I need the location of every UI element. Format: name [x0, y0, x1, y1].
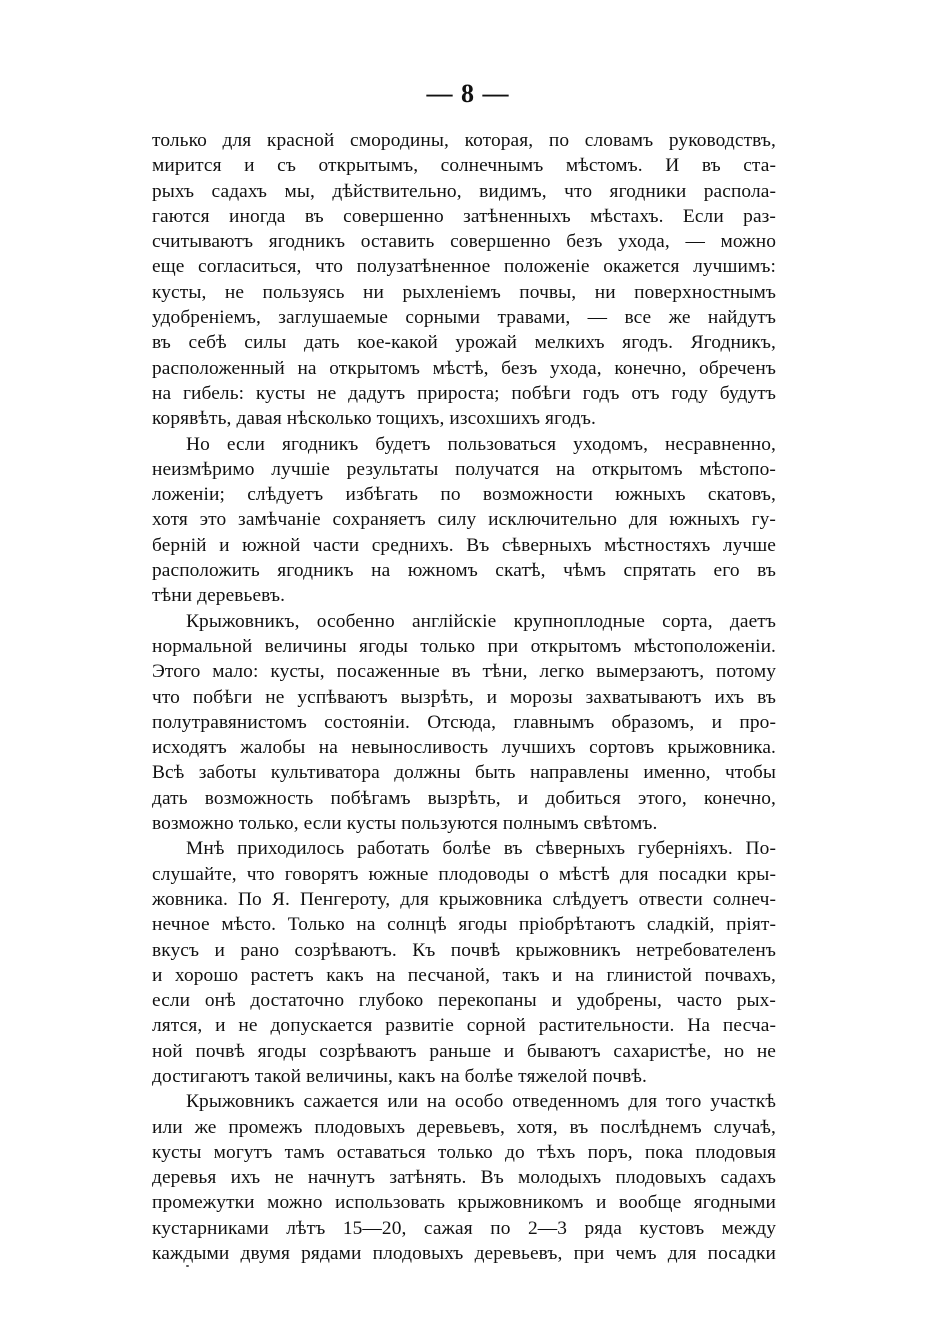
- paragraph-4: [152, 836, 776, 1089]
- text-line: ложеніи; слѣдуетъ избѣгать по возможности южныхъ скатовъ,: [152, 484, 776, 506]
- text-line: и хорошо растетъ какъ на песчаной, такъ и на глинистой почвахъ,: [152, 964, 776, 986]
- text-line: въ себѣ силы дать кое-какой урожай мелкихъ ягодъ. Ягодникъ,: [152, 332, 776, 354]
- text-line: нечное мѣсто. Только на солнцѣ ягоды пріобрѣтаютъ сладкій, пріят-: [152, 914, 776, 936]
- text-line: Крыжовникъ сажается или на особо отведенномъ для того участкѣ: [186, 1091, 776, 1113]
- body-text: [152, 128, 776, 1266]
- text-line: исходятъ жалобы на невыносливость лучшихъ сортовъ крыжовника.: [152, 737, 776, 759]
- text-line: удобреніемъ, заглушаемые сорными травами, — все же найдутъ: [152, 307, 776, 329]
- text-line: достигаютъ такой величины, какъ на болѣе тяжелой почвѣ.: [152, 1065, 647, 1087]
- text-line: гаются иногда въ совершенно затѣненныхъ мѣстахъ. Если раз-: [152, 205, 776, 227]
- print-speck: [186, 1265, 189, 1267]
- text-line: вкусъ и рано созрѣваютъ. Къ почвѣ крыжовникъ нетребователенъ: [152, 939, 776, 961]
- text-line: Но если ягодникъ будетъ пользоваться уходомъ, несравненно,: [186, 433, 776, 455]
- text-line: лятся, и не допускается развитіе сорной растительности. На песча-: [152, 1015, 776, 1037]
- text-line: корявѣть, давая нѣсколько тощихъ, изсохшихъ ягодъ.: [152, 408, 596, 430]
- paragraph-1: [152, 128, 776, 432]
- text-line: деревья ихъ не начнутъ затѣнять. Въ молодыхъ плодовыхъ садахъ: [152, 1167, 776, 1189]
- page-number: — 8 —: [426, 79, 510, 108]
- text-line: Всѣ заботы культиватора должны быть направлены именно, чтобы: [152, 762, 776, 784]
- text-line: Этого мало: кусты, посаженные въ тѣни, легко вымерзаютъ, потому: [152, 661, 776, 683]
- text-line: жовника. По Я. Пенгероту, для крыжовника слѣдуетъ отвести солнеч-: [152, 888, 776, 910]
- text-line: промежутки можно использовать крыжовникомъ и вообще ягодными: [152, 1192, 776, 1214]
- text-line: расположенный на открытомъ мѣстѣ, безъ ухода, конечно, обреченъ: [152, 357, 776, 379]
- text-line: дать возможность побѣгамъ вызрѣть, и добиться этого, конечно,: [152, 787, 776, 809]
- text-line: кусты могутъ тамъ оставаться только до тѣхъ поръ, пока плодовыя: [152, 1141, 776, 1163]
- text-line: неизмѣримо лучшіе результаты получатся на открытомъ мѣстопо-: [152, 458, 776, 480]
- text-line: Крыжовникъ, особенно англійскіе крупноплодные сорта, даетъ: [186, 610, 776, 632]
- text-line: нормальной величины ягоды только при открытомъ мѣстоположеніи.: [152, 635, 776, 657]
- paragraph-2: [152, 432, 776, 609]
- paragraph-3: [152, 609, 776, 837]
- text-line: если онѣ достаточно глубоко перекопаны и удобрены, часто рых-: [152, 990, 776, 1012]
- text-line: хотя это замѣчаніе сохраняетъ силу исключительно для южныхъ гу-: [152, 509, 776, 531]
- text-line: считываютъ ягодникъ оставить совершенно безъ ухода, — можно: [152, 231, 776, 253]
- text-line: берній и южной части среднихъ. Въ сѣверныхъ мѣстностяхъ лучше: [152, 534, 776, 556]
- text-line: кустарниками лѣтъ 15—20, сажая по 2—3 ряда кустовъ между: [152, 1217, 776, 1239]
- text-line: только для красной смородины, которая, по словамъ руководствъ,: [152, 130, 776, 151]
- text-line: кусты, не пользуясь ни рыхленіемъ почвы, ни поверхностнымъ: [152, 281, 776, 303]
- text-line: тѣни деревьевъ.: [152, 585, 286, 607]
- text-line: или же промежъ плодовыхъ деревьевъ, хотя, въ послѣднемъ случаѣ,: [152, 1116, 776, 1138]
- text-line: рыхъ садахъ мы, дѣйствительно, видимъ, что ягодники распола-: [152, 180, 776, 202]
- text-line: расположить ягодникъ на южномъ скатѣ, чѣмъ спрятать его въ: [152, 560, 776, 582]
- text-line: слушайте, что говорятъ южные плодоводы о мѣстѣ для посадки кры-: [152, 863, 776, 885]
- text-line: мирится и съ открытымъ, солнечнымъ мѣстомъ. И въ ста-: [152, 155, 776, 177]
- paragraph-5: [152, 1089, 776, 1266]
- text-line: каждыми двумя рядами плодовыхъ деревьевъ, при чемъ для посадки: [152, 1243, 776, 1265]
- text-line: Мнѣ приходилось работать болѣе въ сѣверныхъ губерніяхъ. По-: [186, 838, 776, 860]
- text-line: что побѣги не успѣваютъ вызрѣть, и морозы захватываютъ ихъ въ: [152, 686, 776, 708]
- text-line: на гибель: кусты не дадутъ прироста; побѣги годъ отъ году будутъ: [152, 382, 776, 404]
- text-line: полутравянистомъ состояніи. Отсюда, главнымъ образомъ, и про-: [152, 711, 776, 733]
- text-line: возможно только, если кусты пользуются полнымъ свѣтомъ.: [152, 813, 658, 835]
- text-line: еще согласиться, что полузатѣненное положеніе окажется лучшимъ:: [152, 256, 776, 278]
- text-line: ной почвѣ ягоды созрѣваютъ раньше и бываютъ сахаристѣе, но не: [152, 1040, 776, 1062]
